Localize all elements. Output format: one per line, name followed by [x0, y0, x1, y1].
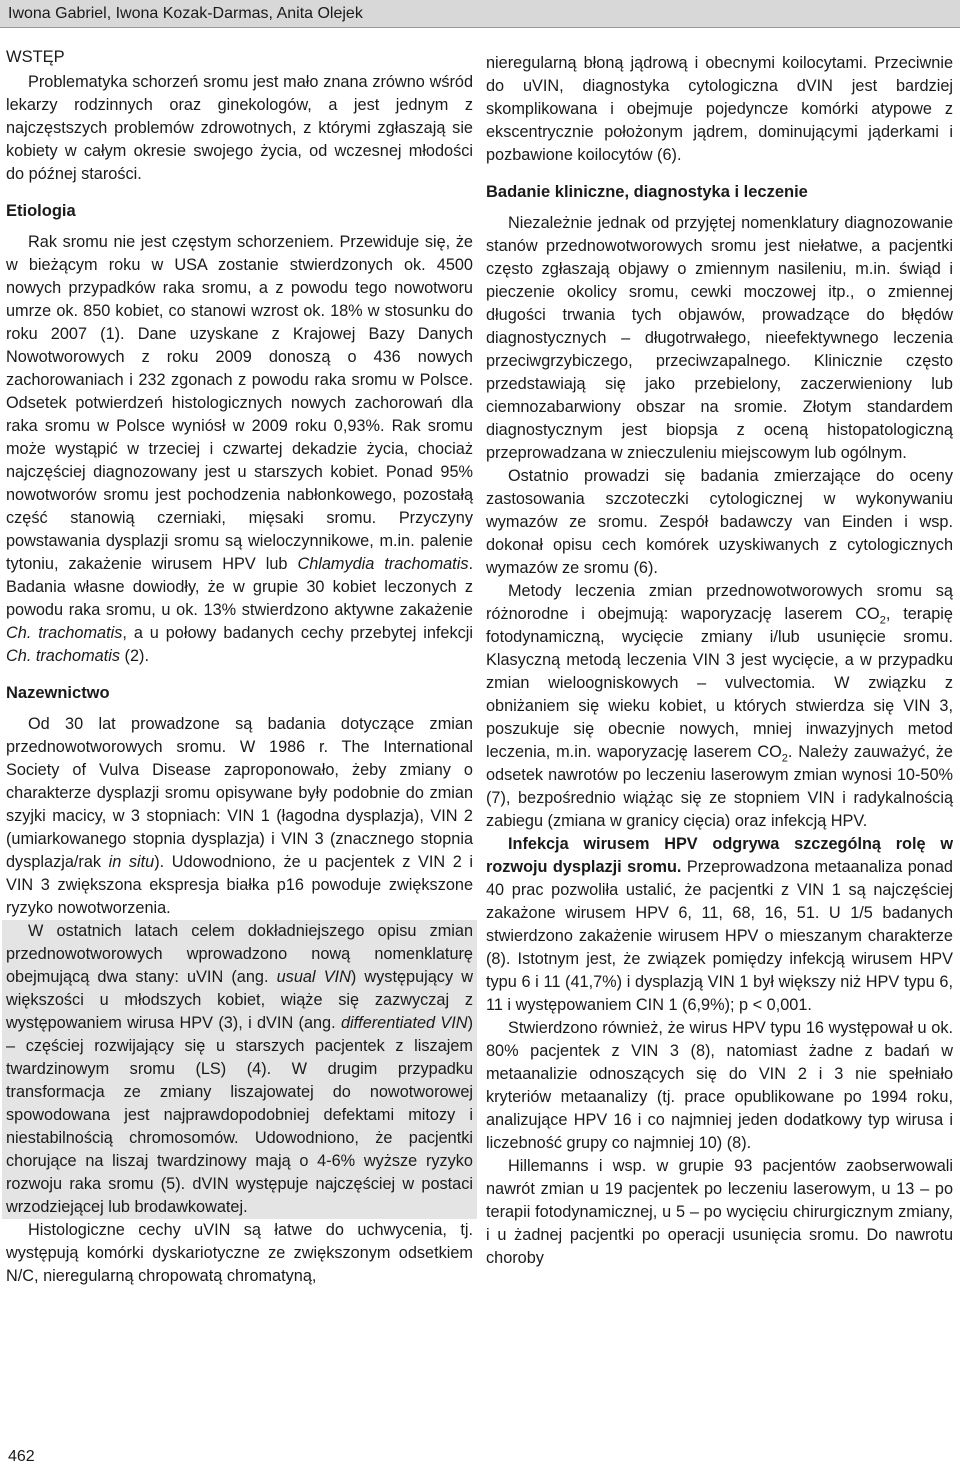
paragraph-hpv-1: Infekcja wirusem HPV odgrywa szczególną rolę w rozwoju dysplazji sromu. Przeprowadzona metaanaliza ponad 40 prac pozwoliła ustalić, że pacjentki z VIN 1 są najczęściej zakażone wirusem HPV 6, 11, 68, 16, 51. U 1/5 badanych stwierdzono zakażenie wirusem HPV o mieszanym charakterze (8). Istotnym jest, że związek pomiędzy infekcją wirusem HPV typu 6 i 11 (41,7%) i dysplazją VIN 1 był większy niż HPV typu 6, 11 i występowaniem CIN 1 (6,9%); p < 0,001.	[486, 835, 953, 1014]
running-head	[0, 0, 960, 28]
paragraph-wstep: Problematyka schorzeń sromu jest mało znana zrówno wśród lekarzy rodzinnych oraz ginekologów, a jest jednym z najczęstszych problemów zdrowotnych, z którymi zgłaszają sie kobiety w całym okresie swojego życia, od wczesnej młodości do późnej starości.	[6, 73, 473, 183]
paragraph-badanie-3: Metody leczenia zmian przednowotworowych sromu są różnorodne i obejmują: waporyzację laserem $CO_2$, terapię fotodynamiczną, wycięcie zmiany i/lub usunięcie sromu. Klasyczną metodą leczenia VIN 3 jest wycięcie, a w przypadku zmian wieloogniskowych – vulvectomia. W związku z obniżaniem się wieku kobiet, u których stwierdza się VIN 3, poszukuje się obecnie nowych, mniej inwazyjnych metod leczenia, m.in. waporyzację laserem $CO_2$. Należy zauważyć, że odsetek nawrotów po leczeniu laserowym zmian wynosi 10-50% (7), bezpośrednio wiążąc się ze stopniem VIN i radykalnością zabiegu (zmiana w granicy cięcia) oraz infekcją HPV.	[486, 582, 953, 830]
paragraph-etiologia: Rak sromu nie jest częstym schorzeniem. Przewiduje się, że w bieżącym roku w USA zostanie stwierdzonych ok. 4500 nowych przypadków raka sromu, a z powodu tego nowotworu umrze ok. 850 kobiet, co stanowi wzrost ok. 18% w stosunku do roku 2007 (1). Dane uzyskane z Krajowej Bazy Danych Nowotworowych z roku 2009 donoszą o 436 nowych zachorowaniach i 232 zgonach z powodu raka sromu w Polsce. Odsetek potwierdzeń histologicznych nowych zachorowań dla raka sromu w Polsce wyniósł w 2009 roku 0,93%. Rak sromu może wystąpić w trzeciej i czwartej dekadzie życia, chociaż najczęściej diagnozowany jest u starszych kobiet. Ponad 95% nowotworów sromu jest pochodzenia nabłonkowego, pozostałą część stanowią czerniaki, mięsaki sromu. Przyczyny powstawania dysplazji sromu są wieloczynnikowe, m.in. palenie tytoniu, zakażenie wirusem HPV lub Chlamydia trachomatis. Badania własne dowiodły, że w grupie 30 kobiet leczonych z powodu raka sromu, u ok. 13% stwierdzono aktywne zakażenie Ch. trachomatis, a u połowy badanych cechy przebytej infekcji Ch. trachomatis (2).	[6, 233, 473, 665]
paragraph-continued: nieregularną błoną jądrową i obecnymi koilocytami. Przeciwnie do uVIN, diagnostyka cytologiczna dVIN jest bardziej skomplikowana i obejmuje pojedyncze komórki atypowe z ekscentrycznie położonym jądrem, dominującymi jąderkami i pozbawione koilocytów (6).	[486, 54, 953, 164]
paragraph-uvin-dvin: W ostatnich latach celem dokładniejszego opisu zmian przednowotworowych wprowadzono nową nomenklaturę obejmującą dwa stany: uVIN (ang. usual VIN) występujący w większości u młodszych kobiet, wiąże się zazwyczaj z występowaniem wirusa HPV (3), i dVIN (ang. differentiated VIN) – częściej rozwijający się u starszych pacjentek z liszajem twardzinowym sromu (LS) (4). W drugim przypadku transformacja ze zmiany liszajowatej do nowotworowej spowodowana jest najprawdopodobniej defektami mitozy i niestabilnością chromosomów. Udowodniono, że pacjentki chorujące na liszaj twardzinowy mają o 4-6% wyższe ryzyko rozwoju raka sromu (5). dVIN występuje najczęściej w postaci wrzodziejącej lub brodawkowatej.	[6, 922, 473, 1216]
paragraph-nazewnictwo: Od 30 lat prowadzone są badania dotyczące zmian przednowotworowych sromu. W 1986 r. The International Society of Vulva Disease zaproponowało, żeby zmiany o charakterze dysplazji sromu opisywane były podobnie do zmian szyjki macicy, w 3 stopniach: VIN 1 (łagodna dysplazja), VIN 2 (umiarkowanego stopnia dysplazja) i VIN 3 (znacznego stopnia dysplazja/rak in situ). Udowodniono, że u pacjentek z VIN 2 i VIN 3 zwiększona ekspresja białka p16 powoduje zwiększone ryzyko nowotworzenia.	[6, 715, 473, 917]
highlighted-block	[2, 920, 477, 1219]
paragraph-badanie-1: Niezależnie jednak od przyjętej nomenklatury diagnozowanie stanów przednowotworowych sromu jest niełatwe, a pacjentki często zgłaszają objawy o zmiennym nasileniu, m.in. świąd i pieczenie okolicy sromu, cewki moczowej itp., o zmiennej długości trwania tych objawów, prowadzące do błędów diagnostycznych – długotrwałego, nieefektywnego leczenia przeciwgrzybiczego, przeciwzapalnego. Klinicznie często przedstawiają się jako przebielony, zaczerwieniony lub ciemnozabarwiony obszar na sromie. Złotym standardem diagnostycznym jest biopsja z oceną histopatologiczną przeprowadzana w znieczuleniu miejscowym lub ogólnym.	[486, 214, 953, 462]
paragraph-hillemanns: Hillemanns i wsp. w grupie 93 pacjentów zaobserwowali nawrót zmian u 19 pacjentek po leczeniu laserowym, u 13 – po terapii fotodynamicznej, u 5 – po wycięciu chirurgicznym zmiany, i u żadnej pacjentki po operacji usunięcia sromu. Do nawrotu choroby	[486, 1157, 953, 1267]
right-column	[486, 52, 953, 1270]
paragraph-histologia: Histologiczne cechy uVIN są łatwe do uchwycenia, tj. występują komórki dyskariotyczne ze zwiększonym odsetkiem N/C, nieregularną chropowatą chromatyną,	[6, 1221, 473, 1285]
heading-badanie: Badanie kliniczne, diagnostyka i leczenie	[486, 183, 808, 201]
heading-wstep: WSTĘP	[6, 48, 65, 66]
running-head-authors: Iwona Gabriel, Iwona Kozak-Darmas, Anita Olejek	[8, 5, 363, 22]
heading-nazewnictwo: Nazewnictwo	[6, 684, 110, 702]
page-number: 462	[8, 1448, 35, 1465]
paragraph-badanie-2: Ostatnio prowadzi się badania zmierzające do oceny zastosowania szczoteczki cytologicznej w wykonywaniu wymazów ze sromu. Zespół badawczy van Einden i wsp. dokonał opisu cech komórek uzyskiwanych z cytologicznych wymazów ze sromu (6).	[486, 467, 953, 577]
heading-etiologia: Etiologia	[6, 202, 76, 220]
paragraph-hpv-2: Stwierdzono również, że wirus HPV typu 16 występował u ok. 80% pacjentek z VIN 3 (8), natomiast żadne z badań w metaanalizie odnoszących się do VIN 2 i 3 nie spełniało kryteriów metaanalizy (tj. prace opublikowane po 1994 roku, analizujące HPV 16 i co najmniej jeden dodatkowy typ wirusa i liczebność grupy co najmniej 10) (8).	[486, 1019, 953, 1152]
left-column	[6, 44, 473, 1288]
